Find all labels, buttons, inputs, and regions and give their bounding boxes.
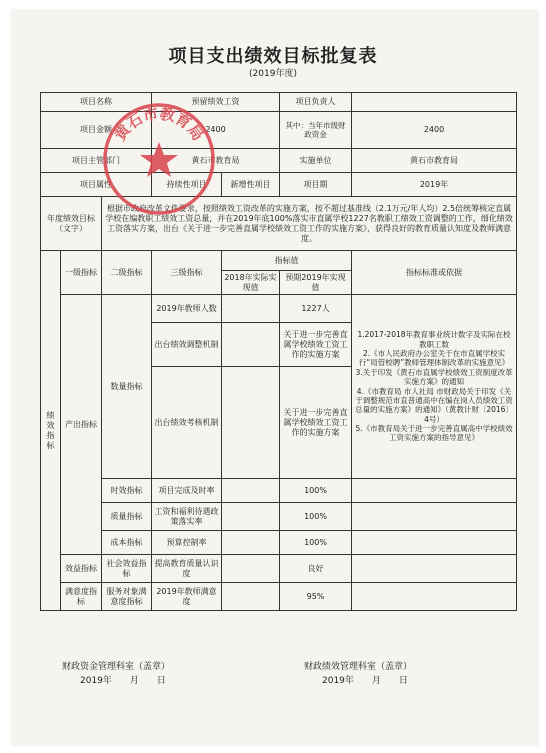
satisfaction-name: 2019年教师满意度 — [152, 583, 222, 611]
label-benefit: 效益指标 — [61, 555, 102, 583]
footer-right — [304, 660, 412, 689]
edu-quality-actual — [222, 555, 280, 583]
document-title: 项目支出绩效目标批复表 — [168, 46, 378, 67]
edu-quality-name: 提高教育质量认识度 — [152, 555, 222, 583]
label-timeliness: 时效指标 — [102, 479, 152, 503]
basis-item: 3.关于印发《黄石市直属学校绩效工资制度改革实施方案》的通知 — [355, 367, 513, 387]
value-project-amount: 2400 — [152, 112, 280, 149]
quality-expected: 100% — [280, 503, 352, 531]
label-annual-goal: 年度绩效目标（文字） — [41, 197, 102, 251]
label-implementer: 实施单位 — [280, 149, 352, 173]
satisfaction-actual — [222, 583, 280, 611]
value-department: 黄石市教育局 — [152, 149, 280, 173]
satisfaction-basis — [352, 583, 517, 611]
label-project-leader: 项目负责人 — [280, 93, 352, 112]
budget-actual — [222, 531, 280, 555]
row-project-name — [41, 93, 517, 112]
quality-actual — [222, 503, 280, 531]
adjust-expected: 关于进一步完善直属学校绩效工资工作的实施方案 — [280, 323, 352, 367]
row-timely — [41, 479, 517, 503]
teachers-actual — [222, 295, 280, 323]
footer-left-date: 2019年 月 日 — [80, 676, 166, 687]
row-satisfaction — [41, 583, 517, 611]
basis-item: 2.《市人民政府办公室关于在市直属学校实行“局管校聘”教师管理体制改革的实施意见》 — [358, 349, 510, 368]
budget-expected: 100% — [280, 531, 352, 555]
quality-basis — [352, 503, 517, 531]
basis-list — [352, 295, 517, 479]
label-social-benefit: 社会效益指标 — [102, 555, 152, 583]
row-benefit — [41, 555, 517, 583]
value-implementer: 黄石市教育局 — [352, 149, 517, 173]
footer-right-date: 2019年 月 日 — [322, 676, 408, 687]
header-basis: 指标标准或依据 — [352, 251, 517, 295]
edu-quality-basis — [352, 555, 517, 583]
timely-name: 项目完成及时率 — [152, 479, 222, 503]
row-attribute — [41, 173, 517, 197]
footer-right-dept: 财政绩效管理科室（盖章） — [304, 662, 413, 672]
assess-name: 出台绩效考核机制 — [152, 367, 222, 479]
basis-item: 4.《市教育局 市人社局 市财政局关于印发《关于调整规范市直普通高中在编在岗人员绩效工资总量的实施方案》的通知》（黄教计财〔2016〕4号） — [355, 386, 513, 424]
document-subtitle: (2019年度) — [249, 69, 297, 79]
assess-expected: 关于进一步完善直属学校绩效工资工作的实施方案 — [280, 367, 352, 479]
label-quantity: 数量指标 — [102, 295, 152, 479]
header-level2: 二级指标 — [102, 251, 152, 295]
row-indicator-header — [41, 251, 517, 271]
assess-actual — [222, 367, 280, 479]
footer-left-dept: 财政资金管理科室（盖章） — [62, 662, 171, 672]
budget-name: 预算控制率 — [152, 531, 222, 555]
timely-expected: 100% — [280, 479, 352, 503]
header-actual-2018: 2018年实际实现值 — [222, 271, 280, 295]
row-department — [41, 149, 517, 173]
row-cost — [41, 531, 517, 555]
value-of-which: 2400 — [352, 112, 517, 149]
label-perf-indicator: 绩效指标 — [41, 251, 61, 611]
header-indicator-value: 指标值 — [222, 251, 352, 271]
value-project-name: 预留绩效工资 — [152, 93, 280, 112]
adjust-actual — [222, 323, 280, 367]
header-level1: 一级指标 — [61, 251, 102, 295]
label-project-name: 项目名称 — [41, 93, 152, 112]
value-attribute-b: 新增性项目 — [222, 173, 280, 197]
footer-left — [62, 660, 170, 689]
basis-item: 1.2017-2018年教育事业统计数字及实际在校教职工数 — [357, 330, 511, 349]
label-period: 项目期 — [280, 173, 352, 197]
basis-item: 5.《市教育局关于进一步完善直属高中学校绩效工资实施方案的指导意见》 — [355, 424, 513, 443]
timely-actual — [222, 479, 280, 503]
value-period: 2019年 — [352, 173, 517, 197]
label-of-which: 其中：当年市级财政资金 — [280, 112, 352, 149]
teachers-name: 2019年教师人数 — [152, 295, 222, 323]
label-attribute: 项目属性 — [41, 173, 152, 197]
adjust-name: 出台绩效调整机制 — [152, 323, 222, 367]
quality-name: 工资和福利待遇政策落实率 — [152, 503, 222, 531]
row-project-amount — [41, 112, 517, 149]
label-satisfaction-sub: 服务对象满意度指标 — [102, 583, 152, 611]
annual-goal-text: 根据市政府改革文件要求，按照绩效工资改革的实施方案，按不超过基准线（2.1万元/年人均）2.5倍统筹核定直属学校在编教职工绩效工资总量，并在2019年底100%落实市直属学校1227名教职工绩效工资调整的工作，细化绩效工资落实方案，出台《关于进一步完善直属学校绩效工资工作的实施方案》，获得良好的教育质量认知度及教师满意度。 — [102, 197, 517, 251]
label-project-amount: 项目金额 — [41, 112, 152, 149]
label-quality: 质量指标 — [102, 503, 152, 531]
edu-quality-expected: 良好 — [280, 555, 352, 583]
header-expected-2019: 预期2019年实现值 — [280, 271, 352, 295]
timely-basis — [352, 479, 517, 503]
approval-table — [40, 92, 517, 611]
teachers-expected: 1227人 — [280, 295, 352, 323]
label-output: 产出指标 — [61, 295, 102, 555]
seal-text: 黄石市教育局 — [110, 104, 208, 144]
value-project-leader — [352, 93, 517, 112]
row-quality — [41, 503, 517, 531]
label-department: 项目主管部门 — [41, 149, 152, 173]
row-annual-goal — [41, 197, 517, 251]
budget-basis — [352, 531, 517, 555]
header-level3: 三级指标 — [152, 251, 222, 295]
satisfaction-expected: 95% — [280, 583, 352, 611]
label-satisfaction: 满意度指标 — [61, 583, 102, 611]
value-attribute-a: 持续性项目 — [152, 173, 222, 197]
label-cost: 成本指标 — [102, 531, 152, 555]
row-teachers — [41, 295, 517, 323]
